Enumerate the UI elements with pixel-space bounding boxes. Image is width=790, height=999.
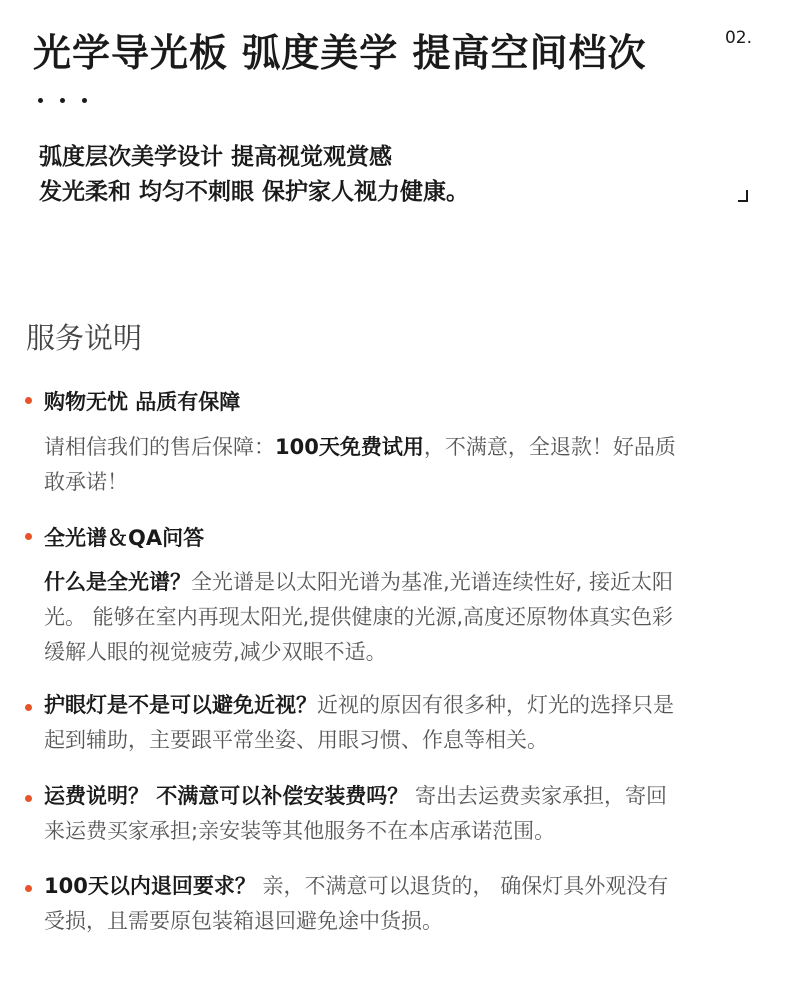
bullet-icon [25, 885, 32, 892]
item-title: 购物无忧 品质有保障 [44, 390, 241, 414]
item-body [44, 688, 759, 758]
item-body [44, 565, 759, 670]
item-body-line: 缓解人眼的视觉疲劳,减少双眼不适。 [44, 640, 387, 664]
item-body-line: 起到辅助，主要跟平常坐姿、用眼习惯、作息等相关。 [44, 728, 548, 752]
bullet-icon [25, 397, 32, 404]
dot-icon [38, 98, 43, 103]
hero-title: 光学导光板 弧度美学 提高空间档次 [33, 31, 647, 75]
bullet-icon [25, 795, 32, 802]
item-body-line: 护眼灯是不是可以避免近视？近视的原因有很多种，灯光的选择只是 [44, 693, 674, 717]
item-body-line: 光。 能够在室内再现太阳光,提供健康的光源,高度还原物体真实色彩 [44, 605, 674, 629]
item-body-line: 来运费买家承担;亲安装等其他服务不在本店承诺范围。 [44, 819, 556, 843]
item-body-line: 受损，且需要原包装箱退回避免途中货损。 [44, 909, 443, 933]
item-title: 全光谱＆QA问答 [44, 526, 205, 550]
item-body-line: 运费说明？ 不满意可以补偿安装费吗？ 寄出去运费卖家承担，寄回 [44, 784, 667, 808]
page-number: 02. [724, 28, 752, 48]
item-body [44, 779, 759, 849]
subtitle-line-1: 弧度层次美学设计 提高视觉观赏感 [39, 144, 393, 170]
hero-subtitle [39, 140, 469, 210]
subtitle-line-2: 发光柔和 均匀不刺眼 保护家人视力健康。 [39, 179, 470, 205]
item-body-line: 什么是全光谱？全光谱是以太阳光谱为基准,光谱连续性好, 接近太阳 [44, 570, 674, 594]
bullet-icon [25, 704, 32, 711]
item-body [44, 869, 759, 939]
item-body-line: 请相信我们的售后保障：100天免费试用，不满意，全退款！好品质 [44, 435, 676, 459]
corner-mark-icon [738, 190, 748, 202]
section-title: 服务说明 [26, 321, 143, 355]
bullet-icon [25, 533, 32, 540]
dots-decoration [38, 98, 87, 103]
item-body-line: 敢承诺！ [44, 470, 128, 494]
item-body-line: 100天以内退回要求？ 亲，不满意可以退货的， 确保灯具外观没有 [44, 874, 669, 898]
dot-icon [82, 98, 87, 103]
dot-icon [60, 98, 65, 103]
item-body [44, 430, 759, 500]
